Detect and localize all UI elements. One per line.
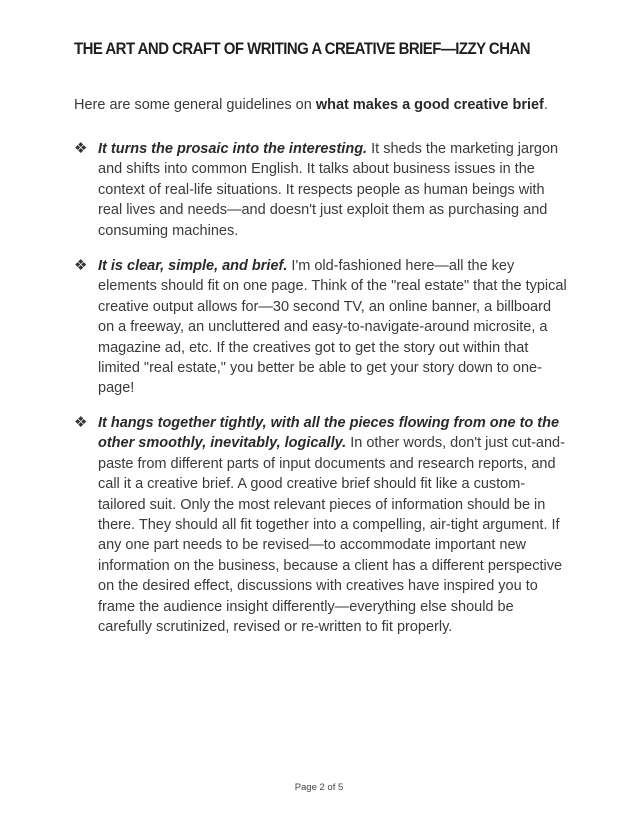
bullet-text [98,139,570,241]
intro-text: Here are some general guidelines on [74,97,316,113]
bullet-body: I'm old-fashioned here—all the key elements should fit on one page. Think of the "real estate" that the typical creative output allows for—30 second TV, an online banner, a billboard on a freeway, an uncluttered and easy-to-navigate-around microsite, a magazine ad, etc. If the creatives got to get the story out within that limited "real estate," you better be able to get your story down to one-page! [98,258,567,397]
bullet-lead: It turns the prosaic into the interesting. [98,141,368,157]
bullet-lead: It hangs together tightly, with all the pieces flowing from one to the other smoothly, inevitably, logically. [98,415,560,452]
diamond-bullet-icon: ❖ [74,414,88,431]
bullet-lead: It is clear, simple, and brief. [98,258,288,274]
diamond-bullet-icon: ❖ [74,140,88,157]
page-number: Page 2 of 5 [294,782,344,793]
bullet-body: It sheds the marketing jargon and shifts into common English. It talks about business issues in the context of real-life situations. It respects people as human beings with real lives and needs—and doesn't just exploit them as purchasing and consuming machines. [98,141,559,239]
diamond-bullet-icon: ❖ [74,257,88,274]
intro-paragraph [74,95,574,115]
bullet-text [98,256,570,399]
intro-end: . [543,97,548,113]
bullet-text [98,413,570,637]
document-title: THE ART AND CRAFT OF WRITING A CREATIVE BRIEF—IZZY CHAN [74,39,531,58]
bullet-body: In other words, don't just cut-and-paste from different parts of input documents and research reports, and call it a creative brief. A good creative brief should fit like a custom-tailored suit. Only the most relevant pieces of information should be in there. They should all fit together into a compelling, air-tight argument. If any one part needs to be revised—to accommodate important new information on the business, because a client has a different perspective on the desired effect, discussions with creatives have inspired you to frame the audience insight differently—everything else should be carefully scrutinized, revised or re-written to fit properly. [98,435,565,636]
intro-emphasis: what makes a good creative brief [315,97,544,113]
